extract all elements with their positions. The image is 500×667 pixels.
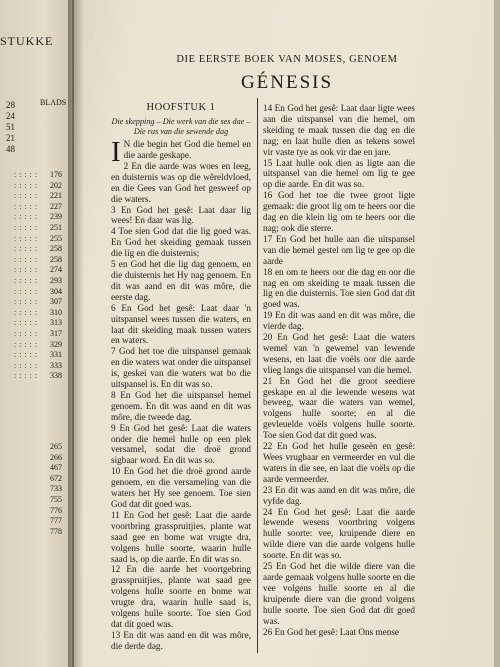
verse [111, 423, 251, 467]
verse [111, 136, 251, 169]
facing-page-number: 251 [50, 222, 62, 232]
book-title: GÉNESIS [240, 72, 334, 93]
drop-cap: I [111, 136, 121, 169]
verse [111, 630, 251, 652]
verse [111, 466, 251, 510]
text-column-left [111, 103, 251, 652]
facing-page-number: 293 [50, 275, 62, 285]
verse-text: 7 God het toe die uitspansel gemaak en die waters wat onder die uitspansel is, geskei van die waters wat bo die uitspansel is. En dit was so. [111, 346, 251, 390]
facing-page-number: 239 [50, 212, 62, 222]
verse [263, 332, 415, 376]
verse [263, 376, 415, 441]
page-gutter-shadow [68, 0, 84, 667]
facing-page-number: 331 [50, 350, 62, 360]
facing-page-number: 221 [50, 191, 62, 201]
verse [263, 190, 415, 234]
verse-text: 25 En God het die wilde diere van die aarde gemaak volgens hulle soorte en die vee volgens hulle soorte en al die kruipende diere van die grond volgens hulle soorte. Toe sien God dat dit goed was. [263, 561, 415, 626]
facing-page-number: 258 [50, 254, 62, 264]
verse [263, 627, 415, 638]
verse-text: 17 En God het hulle aan die uitspansel van die hemel gestel om lig te gee op die aarde [263, 233, 415, 266]
verse-text: 9 En God het gesê: Laat die waters onder die hemel hulle op een plek versamel, sodat die droë grond sigbaar word. En dit was so. [111, 422, 251, 466]
facing-page-number: 176 [50, 170, 62, 179]
verse-text: 22 En God het hulle geseën en gesê: Wees vrugbaar en vermeerder en vul die waters in die see, en laat die voëls op die aarde vermeerder. [263, 441, 415, 484]
verse-text: 4 Toe sien God dat die lig goed was. En God het skeiding gemaak tussen die lig en die duisternis; [111, 226, 251, 259]
facing-page-number: 28 [6, 100, 15, 110]
verse [263, 441, 415, 485]
facing-page-number: 24 [6, 111, 15, 121]
facing-page-number: 329 [50, 339, 62, 349]
facing-page-number: 777 [50, 516, 62, 526]
facing-page-number: 255 [50, 233, 62, 243]
verse-text: 19 En dit was aand en dit was môre, die vierde dag. [263, 310, 415, 332]
page-edge [494, 0, 500, 667]
facing-page-numbers-bottom [50, 442, 62, 537]
column-divider [257, 98, 258, 653]
facing-page-number: 313 [50, 318, 62, 328]
facing-page-number: 333 [50, 360, 62, 370]
facing-page-number: 755 [50, 494, 62, 504]
facing-page-number: 265 [50, 442, 62, 451]
facing-page-number: 307 [50, 297, 62, 307]
verse [263, 561, 415, 626]
verse-text: 8 En God het die uitspansel hemel genoem. En dit was aand en dit was môre, die tweede dag. [111, 389, 251, 422]
facing-page-dot-leaders: ::::: ::::: ::::: ::::: ::::: ::::: ::::: ::::: ::::: ::::: ::::: ::::: ::::: ::::: ::::: ::::: ::::: ::::: ::::: ::::: [14, 170, 41, 381]
facing-page-left [0, 0, 72, 667]
verse [263, 507, 415, 562]
facing-page-number: 258 [50, 244, 62, 254]
verse [263, 310, 415, 332]
facing-page-number: 274 [50, 265, 62, 275]
verse-text: 18 en om te heers oor die dag en oor die nag en om skeiding te maak tussen die lig en die duisternis. Toe sien God dat dit goed was. [263, 266, 415, 310]
verse-text: 6 En God het gesê: Laat daar 'n uitspansel wees tussen die waters, en laat dit skeiding maak tussen waters en waters. [111, 302, 251, 346]
verse-text: 10 En God het die droë grond aarde genoem, en die versameling van die waters het Hy see genoem. Toe sien God dat dit goed was. [111, 466, 251, 509]
verse [263, 158, 415, 191]
verse [111, 510, 251, 565]
chapter-heading: HOOFSTUK 1 [146, 102, 216, 113]
facing-page-number: 51 [6, 122, 15, 132]
verse-text: 5 en God het die lig dag genoem, en die duisternis het Hy nag genoem. En dit was aand en dit was môre, die eerste dag. [111, 259, 251, 302]
verse-text: N die begin het God die hemel en die aarde geskape. [123, 139, 251, 160]
verse-text: 24 En God het gesê: Laat die aarde lewende wesens voortbring volgens hulle soorte: vee, kruipende diere en wilde diere van die aarde volgens hulle soorte. En dit was so. [263, 506, 415, 561]
running-title: DIE EERSTE BOEK VAN MOSES, GENOEM [176, 54, 398, 65]
verse-text: 13 En dit was aand en dit was môre, die derde dag. [111, 629, 251, 651]
verse-text: 16 God het toe die twee groot ligte gemaak: die groot lig om te heers oor die dag en die klein lig om te heers oor die nag; ook die sterre. [263, 190, 415, 233]
verse-text: 26 En God het gesê: Laat Ons mense [263, 626, 399, 637]
verse-text: 23 En dit was aand en dit was môre, die vyfde dag. [263, 484, 415, 506]
verse [111, 346, 251, 390]
verse [111, 303, 251, 347]
verse-text: 14 En God het gesê: Laat daar ligte wees aan die uitspansel van die hemel, om skeiding te maak tussen die dag en die nag; en laat hulle dien as tekens sowel vir vaste tye as ook vir dae en jare. [263, 103, 415, 157]
facing-page-numbers-top [6, 100, 15, 155]
verse [111, 205, 251, 227]
facing-page-number: 317 [50, 328, 62, 338]
facing-page-numbers-column [50, 170, 62, 382]
verse-text: 21 En God het die groot seediere geskape en al die lewende wesens wat beweeg, waar die waters van wemel, volgens hulle soorte; en al die gevleuelde voëls volgens hulle soorte. Toe sien God dat dit goed was. [263, 375, 415, 441]
verse-text: 3 En God het gesê: Laat daar lig wees! En daar was lig. [111, 204, 251, 226]
facing-page-number: 733 [50, 484, 62, 494]
verse-text: 15 Laat hulle ook dien as ligte aan die uitspansel van die hemel om lig te gee op die aarde. En dit was so. [263, 157, 415, 190]
verse [263, 267, 415, 311]
facing-page-number: 310 [50, 307, 62, 317]
verse-text: 12 En die aarde het voortgebring grasspruitjies, plante wat saad gee volgens hulle soorte en bome wat vrugte dra, waarin hulle saad is, volgens hulle soorte. Toe sien God dat dit goed was. [111, 564, 251, 629]
facing-page-header: STUKKE [0, 34, 54, 48]
verse [111, 161, 251, 205]
facing-page-subheader: BLADS [40, 98, 67, 107]
facing-page-number: 672 [50, 473, 62, 483]
facing-page-number: 202 [50, 180, 62, 190]
facing-page-number: 304 [50, 286, 62, 296]
facing-page-number: 266 [50, 452, 62, 462]
verse-text: 11 En God het gesê: Laat die aarde voortbring grasspruitjies, plante wat saad gee en bome wat vrugte dra, volgens hulle soorte, waarin hulle saad is, op die aarde. En dit was so. [111, 509, 251, 564]
verse [111, 226, 251, 259]
facing-page-number: 48 [6, 144, 15, 154]
text-column-right [263, 103, 415, 637]
verse-list-right [263, 103, 415, 637]
verse [263, 485, 415, 507]
verse [111, 259, 251, 303]
facing-page-number: 338 [50, 371, 62, 381]
verse [263, 234, 415, 267]
facing-page-number: 227 [50, 201, 62, 211]
facing-page-number: 21 [6, 133, 15, 143]
verse-text: 2 En die aarde was woes en leeg, en duisternis was op die wêreldvloed, en die Gees van God het gesweef op die waters. [111, 160, 251, 204]
verse [111, 390, 251, 423]
verse [111, 564, 251, 629]
facing-page-number: 776 [50, 505, 62, 515]
chapter-summary: Die skepping – Die werk van die ses dae – Die rus van die sewende dag [111, 116, 251, 136]
verse-list-left [111, 136, 251, 652]
facing-page-number: 467 [50, 463, 62, 473]
verse-text: 20 En God het gesê: Laat die waters wemel van 'n gewemel van lewende wesens, en laat die voëls oor die aarde vlieg langs die uitspansel van die hemel. [263, 332, 415, 375]
facing-page-number: 778 [50, 526, 62, 536]
verse [263, 103, 415, 158]
